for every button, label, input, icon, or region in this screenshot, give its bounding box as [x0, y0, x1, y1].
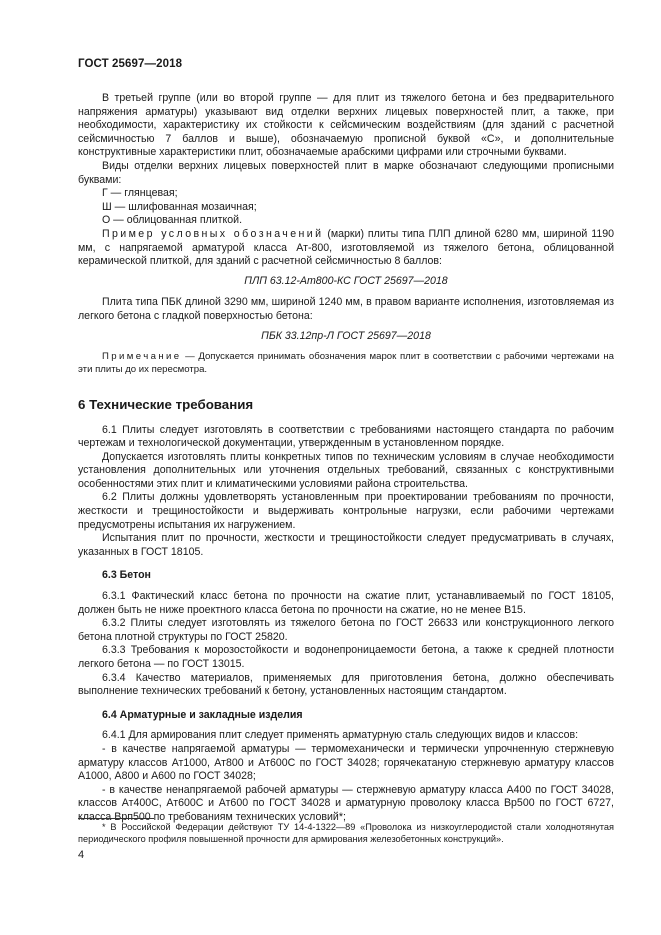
list-item: Ш — шлифованная мозаичная; [102, 200, 257, 213]
paragraph: В третьей группе (или во второй группе — для плит из тяжелого бетона и без предварительного напряжения арматуры) указывают вид отделки верхних лицевых поверхностей плит, а также, при необходимости, характеристику их стойкости к сейсмическим воздействиям (для зданий с расчетной сейсмичностью 7 баллов и выше), обозначаемую прописной буквой «С», и дополнительные конструктивные характеристики плит, обозначаемые арабскими цифрами или строчными буквами. [78, 92, 614, 159]
subsection-title: 6.3 Бетон [102, 569, 151, 582]
list-item: Г — глянцевая; [102, 187, 178, 200]
example-text: (марки) плиты типа ПЛП длиной 6280 мм, шириной 1190 мм, с напрягаемой арматурой класса Ат-800, изготовляемой из тяжелого бетона, облицованной керамической плиткой, для зданий с расчетной сейсмичностью 8 баллов: [78, 227, 614, 268]
paragraph: Испытания плит по прочности, жесткости и трещиностойкости следует предусматривать в случаях, указанных в ГОСТ 18105. [78, 532, 614, 558]
paragraph: Плита типа ПБК длиной 3290 мм, шириной 1240 мм, в правом варианте исполнения, изготовляемая из легкого бетона с гладкой поверхностью бетона: [78, 296, 614, 322]
footnote: * В Российской Федерации действуют ТУ 14-4-1322—89 «Проволока из низкоуглеродистой стали холоднотянутая периодического профиля повышенной прочности для армирования железобетонных конструкций». [78, 822, 614, 844]
paragraph: 6.1 Плиты следует изготовлять в соответствии с требованиями настоящего стандарта по рабочим чертежам и технологической документации, утвержденным в установленном порядке. [78, 423, 614, 450]
paragraph: 6.3.1 Фактический класс бетона по прочности на сжатие плит, устанавливаемый по ГОСТ 18105, должен быть не ниже проектного класса бетона по прочности на сжатие, но не менее В15. [78, 590, 614, 616]
paragraph: Допускается изготовлять плиты конкретных типов по техническим условиям в случае необходимости установления дополнительных или уточнения отдельных требований, связанных с конструктивными особенностями этих плит и климатическими условиями района строительства. [78, 450, 614, 490]
list-item: - в качестве ненапрягаемой рабочей арматуры — стержневую арматуру класса А400 по ГОСТ 34028, классов Ат400С, Ат600С и Ат600 по ГОСТ 34028 и арматурную проволоку класса Вр500 по ГОСТ 6727, класса Врп500 по требованиям технических условий*; [78, 783, 614, 823]
section-title: 6 Технические требования [78, 396, 254, 412]
note-text: — Допускается принимать обозначения марок плит в соответствии с рабочими чертежами на эти плиты до их пересмотра. [78, 351, 614, 375]
note [78, 351, 614, 376]
paragraph: 6.2 Плиты должны удовлетворять установленным при проектировании требованиям по прочности, жесткости и трещиностойкости и выдерживать контрольные нагрузки, если рабочими чертежами предусмотрены испытания их нагружением. [78, 491, 614, 531]
example-label: Пример условных обозначений [102, 227, 324, 240]
example-mark: ПБК 33.12пр-Л ГОСТ 25697—2018 [261, 329, 431, 342]
paragraph: 6.4.1 Для армирования плит следует применять арматурную сталь следующих видов и классов: [102, 729, 579, 742]
example-paragraph [78, 228, 614, 269]
page-number: 4 [78, 849, 85, 861]
note-label: Примечание [102, 351, 182, 363]
body-text [78, 92, 614, 825]
paragraph: 6.3.4 Качество материалов, применяемых для приготовления бетона, должно обеспечивать выполнение технических требований к бетону, установленных настоящим стандартом. [78, 671, 614, 698]
list-item: О — облицованная плиткой. [102, 214, 243, 227]
paragraph: 6.3.3 Требования к морозостойкости и водонепроницаемости бетона, а также к средней плотности легкого бетона — по ГОСТ 13015. [78, 644, 614, 670]
paragraph: Виды отделки верхних лицевых поверхностей плит в марке обозначают следующими прописными буквами: [78, 159, 614, 186]
subsection-title: 6.4 Арматурные и закладные изделия [102, 708, 303, 721]
list-item: - в качестве напрягаемой арматуры — термомеханически и термически упрочненную стержневую арматуру классов Ат1000, Ат800 и Ат600С по ГОСТ 34028; горячекатаную стержневую арматуру классов А1000, А800 и А600 по ГОСТ 34028; [78, 742, 614, 783]
paragraph: 6.3.2 Плиты следует изготовлять из тяжелого бетона по ГОСТ 26633 или конструкционного легкого бетона плотной структуры по ГОСТ 25820. [78, 617, 614, 643]
footnote-divider [78, 818, 154, 819]
page-header-doc-code: ГОСТ 25697—2018 [78, 58, 183, 70]
example-mark: ПЛП 63.12-Ат800-КС ГОСТ 25697—2018 [244, 274, 448, 287]
